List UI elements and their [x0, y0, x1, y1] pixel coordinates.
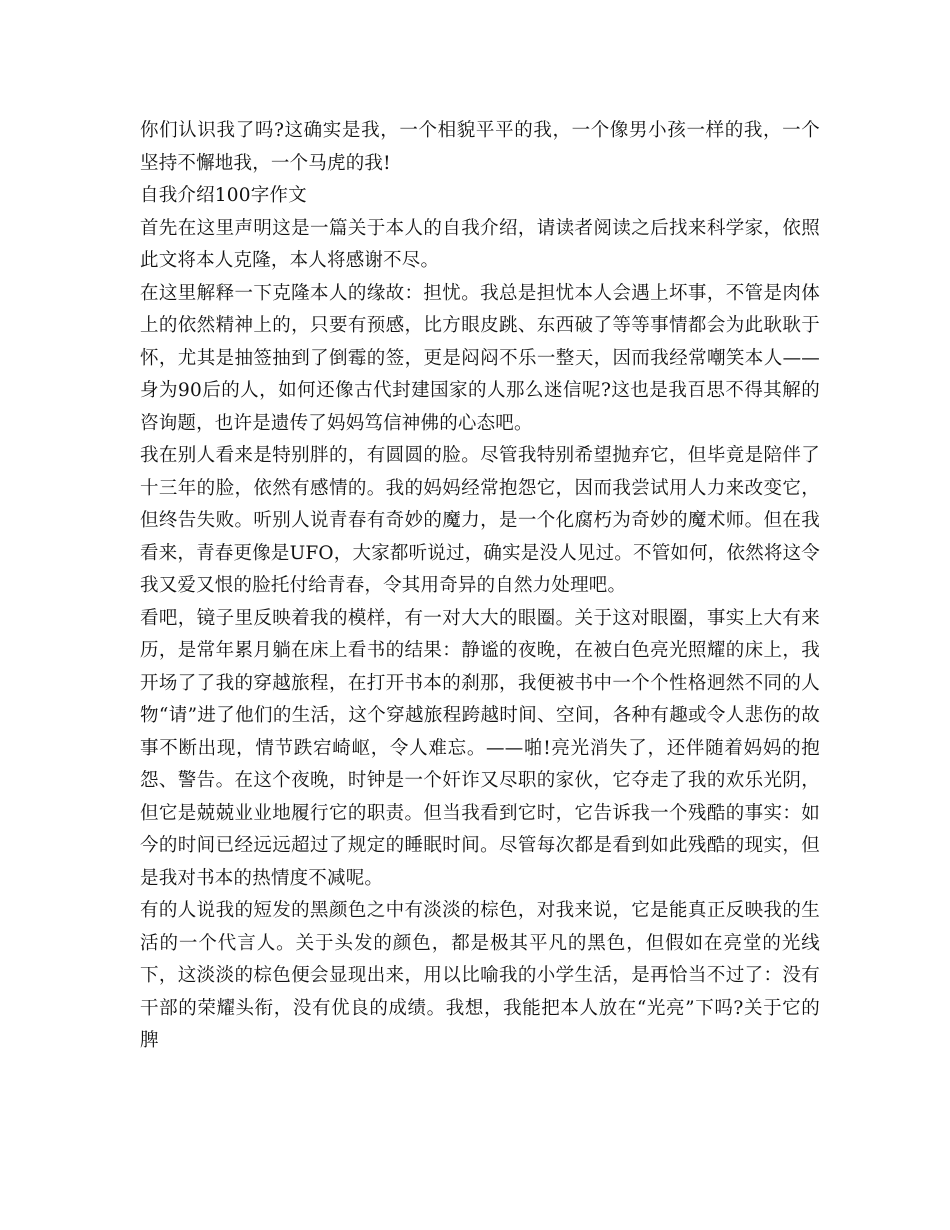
paragraph-intro: 你们认识我了吗?这确实是我，一个相貌平平的我，一个像男小孩一样的我，一个坚持不懈地我，一个马虎的我! — [140, 120, 820, 174]
paragraph-worry: 在这里解释一下克隆本人的缘故：担忧。我总是担忧本人会遇上坏事，不管是肉体上的依然精神上的，只要有预感，比方眼皮跳、东西破了等等事情都会为此耿耿于怀，尤其是抽签抽到了倒霉的签，更是闷闷不乐一整天，因而我经常嘲笑本人——身为90后的人，如何还像古代封建国家的人那么迷信呢?这也是我百思不得其解的咨询题，也许是遗传了妈妈笃信神佛的心态吧。 — [140, 282, 820, 434]
paragraph-face: 我在别人看来是特别胖的，有圆圆的脸。尽管我特别希望抛弃它，但毕竟是陪伴了十三年的脸，依然有感情的。我的妈妈经常抱怨它，因而我尝试用人力来改变它，但终告失败。听别人说青春有奇妙的魔力，是一个化腐朽为奇妙的魔术师。但在我看来，青春更像是UFO，大家都听说过，确实是没人见过。不管如何，依然将这令我又爱又恨的脸托付给青春，令其用奇异的自然力处理吧。 — [140, 445, 820, 596]
paragraph-hair: 有的人说我的短发的黑颜色之中有淡淡的棕色，对我来说，它是能真正反映我的生活的一个代言人。关于头发的颜色，都是极其平凡的黑色，但假如在亮堂的光线下，这淡淡的棕色便会显现出来，用以比喻我的小学生活，是再恰当不过了：没有干部的荣耀头衔，没有优良的成绩。我想，我能把本人放在“光亮”下吗?关于它的脾 — [140, 900, 820, 1051]
paragraph-eyes: 看吧，镜子里反映着我的模样，有一对大大的眼圈。关于这对眼圈，事实上大有来历，是常年累月躺在床上看书的结果：静谧的夜晚，在被白色亮光照耀的床上，我开场了了我的穿越旅程，在打开书本的刹那，我便被书中一个个性格迥然不同的人物“请”进了他们的生活，这个穿越旅程跨越时间、空间，各种有趣或令人悲伤的故事不断出现，情节跌宕崎岖，令人难忘。——啪!亮光消失了，还伴随着妈妈的抱怨、警告。在这个夜晚，时钟是一个奸诈又尽职的家伙，它夺走了我的欢乐光阴，但它是兢兢业业地履行它的职责。但当我看到它时，它告诉我一个残酷的事实：如今的时间已经远远超过了规定的睡眠时间。尽管每次都是看到如此残酷的现实，但是我对书本的热情度不减呢。 — [140, 607, 820, 889]
section-heading: 自我介绍100字作文 — [140, 185, 307, 206]
paragraph-declaration: 首先在这里声明这是一篇关于本人的自我介绍，请读者阅读之后找来科学家，依照此文将本人克隆，本人将感谢不尽。 — [140, 217, 820, 271]
document-body — [140, 115, 820, 1058]
